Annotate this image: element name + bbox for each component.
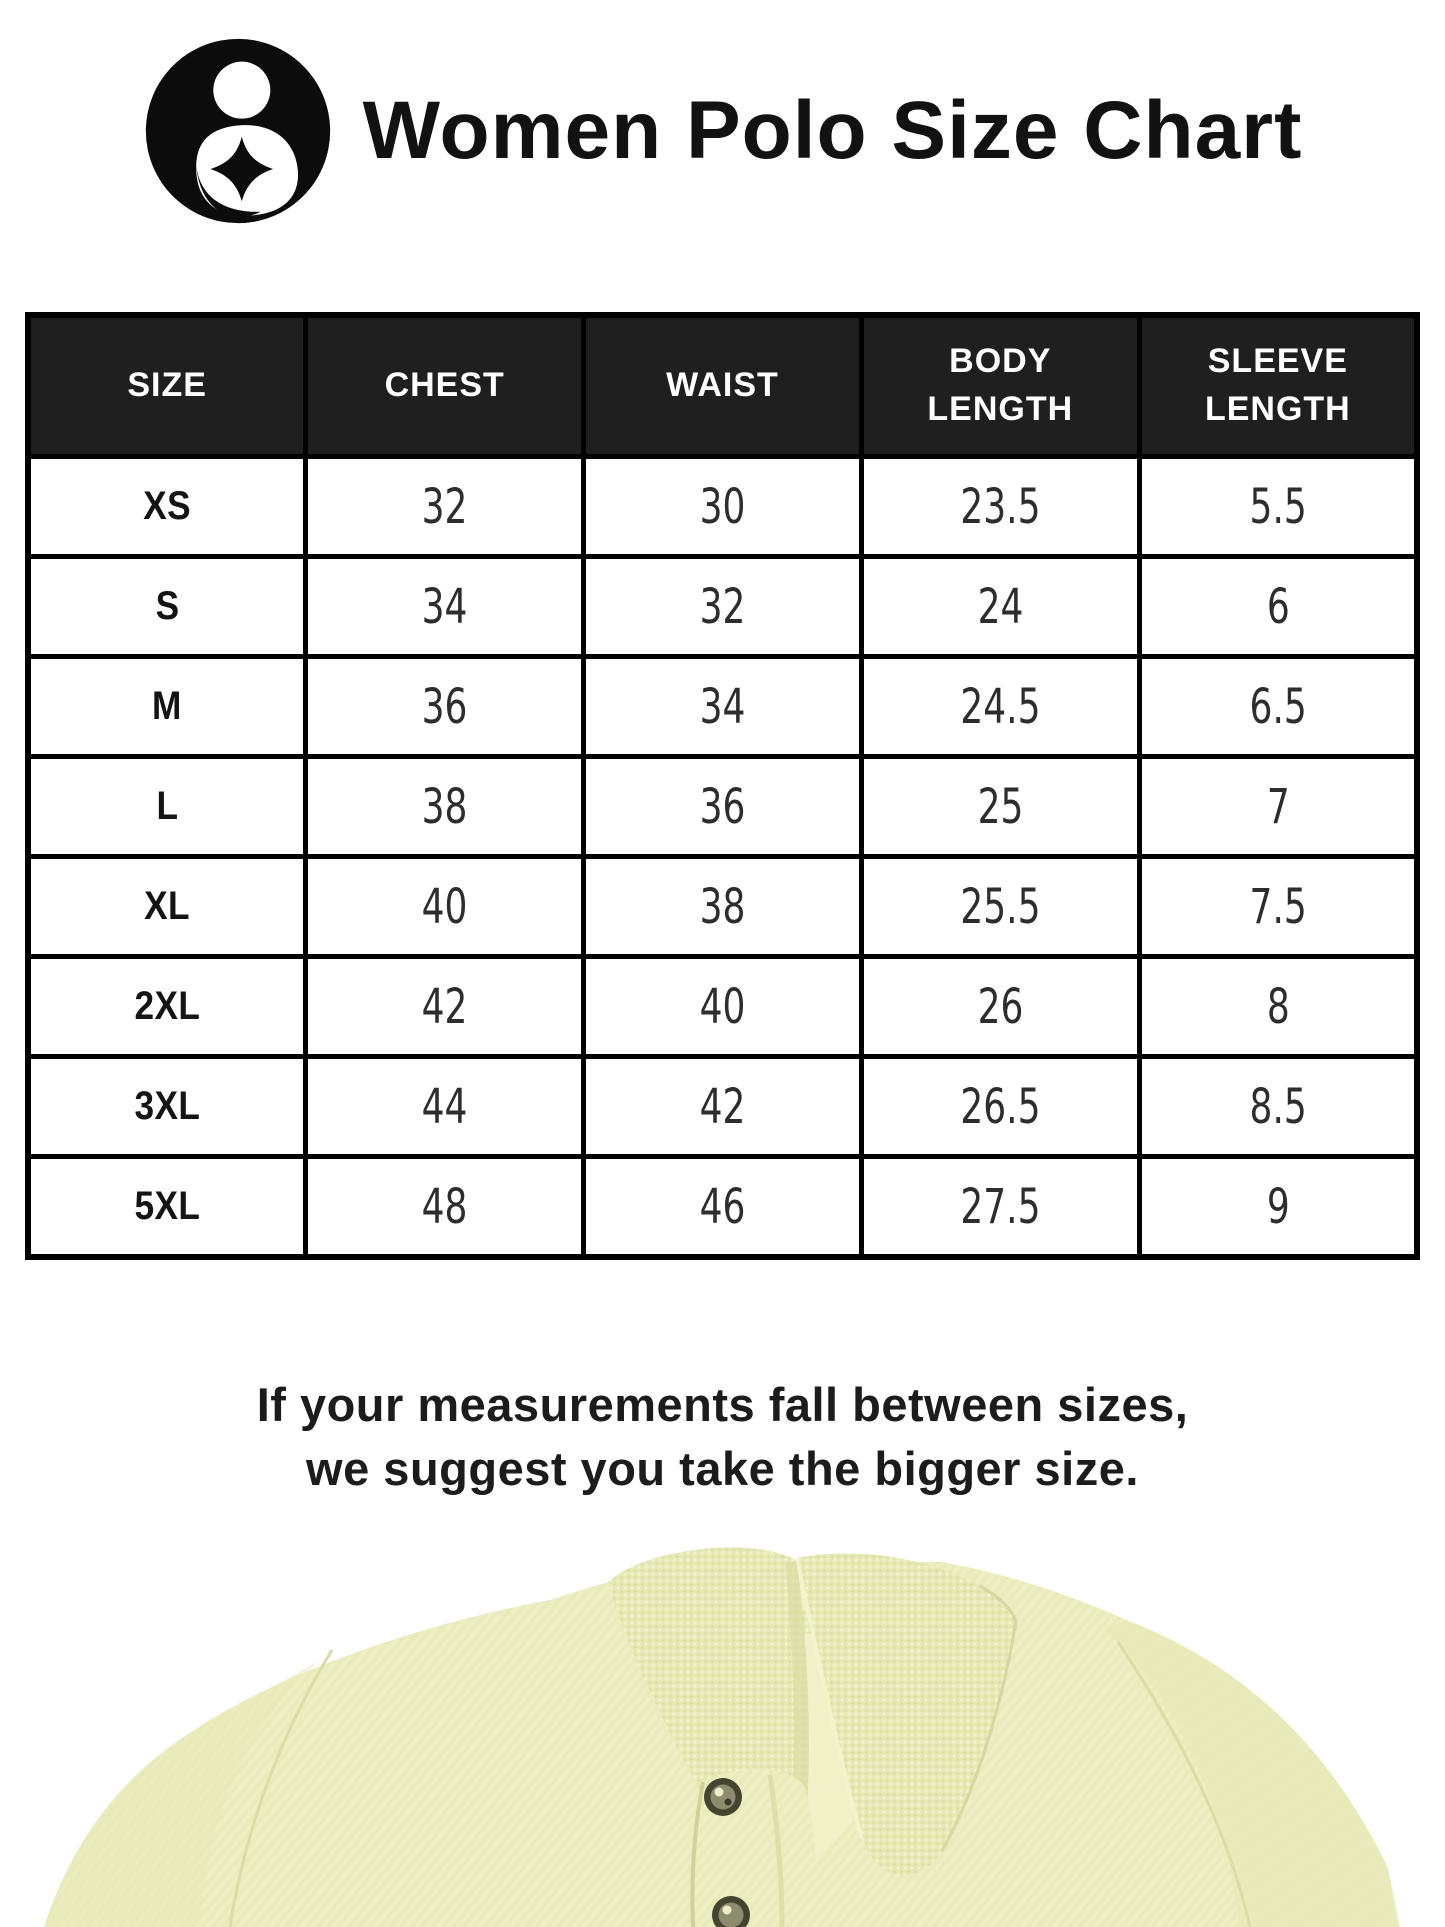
table-cell — [1139, 1057, 1417, 1157]
size-value: XL — [144, 884, 191, 928]
table-row — [28, 1157, 1417, 1258]
table-cell — [28, 757, 306, 857]
column-header-chest: CHEST — [306, 315, 584, 457]
table-cell — [1139, 757, 1417, 857]
size-value: 3XL — [134, 1084, 201, 1128]
size-chart-table — [25, 312, 1420, 1260]
table-cell — [861, 557, 1139, 657]
page-title: Women Polo Size Chart — [362, 85, 1303, 176]
table-cell — [28, 457, 306, 557]
column-header-sleeve-length: SLEEVE LENGTH — [1139, 315, 1417, 457]
body-length-value: 24 — [977, 578, 1024, 635]
table-cell — [306, 757, 584, 857]
size-value: XS — [143, 484, 192, 528]
sizing-note-line2: we suggest you take the bigger size. — [306, 1442, 1139, 1495]
chest-value: 36 — [421, 678, 468, 735]
sleeve-length-value: 9 — [1266, 1178, 1290, 1235]
table-cell — [861, 857, 1139, 957]
sizing-note — [0, 1373, 1445, 1501]
sleeve-length-value: 8 — [1266, 978, 1290, 1035]
table-row — [28, 857, 1417, 957]
waist-value: 46 — [699, 1178, 746, 1235]
body-length-value: 26.5 — [960, 1078, 1041, 1135]
size-value: L — [156, 784, 179, 828]
table-cell — [584, 557, 862, 657]
brand-logo-icon — [143, 36, 333, 226]
sleeve-length-value: 6 — [1266, 578, 1290, 635]
table-cell — [1139, 657, 1417, 757]
sleeve-length-value: 8.5 — [1249, 1078, 1307, 1135]
table-cell — [28, 1157, 306, 1258]
body-length-value: 25.5 — [960, 878, 1041, 935]
table-cell — [28, 1057, 306, 1157]
table-cell — [1139, 957, 1417, 1057]
table-cell — [861, 757, 1139, 857]
size-chart-container — [25, 312, 1420, 1260]
chest-value: 38 — [421, 778, 468, 835]
table-cell — [306, 957, 584, 1057]
sleeve-length-value: 6.5 — [1249, 678, 1307, 735]
table-cell — [306, 857, 584, 957]
table-cell — [861, 457, 1139, 557]
waist-value: 36 — [699, 778, 746, 835]
table-cell — [306, 457, 584, 557]
body-length-value: 24.5 — [960, 678, 1041, 735]
table-row — [28, 457, 1417, 557]
table-cell — [1139, 457, 1417, 557]
table-cell — [1139, 1157, 1417, 1258]
table-row — [28, 757, 1417, 857]
waist-value: 30 — [699, 478, 746, 535]
waist-value: 34 — [699, 678, 746, 735]
table-cell — [861, 657, 1139, 757]
chest-value: 32 — [421, 478, 468, 535]
sleeve-length-value: 7 — [1266, 778, 1290, 835]
table-row — [28, 1057, 1417, 1157]
table-cell — [28, 857, 306, 957]
polo-shirt-photo — [0, 1530, 1445, 1927]
table-cell — [584, 457, 862, 557]
column-header-waist: WAIST — [584, 315, 862, 457]
polo-button-icon — [704, 1778, 742, 1816]
chest-value: 40 — [421, 878, 468, 935]
chest-value: 48 — [421, 1178, 468, 1235]
table-cell — [28, 957, 306, 1057]
body-length-value: 26 — [977, 978, 1024, 1035]
size-value: S — [155, 584, 180, 628]
sleeve-length-value: 5.5 — [1249, 478, 1307, 535]
table-cell — [28, 557, 306, 657]
table-cell — [861, 957, 1139, 1057]
table-cell — [861, 1057, 1139, 1157]
column-header-body-length: BODY LENGTH — [861, 315, 1139, 457]
table-cell — [306, 1057, 584, 1157]
sizing-note-line1: If your measurements fall between sizes, — [256, 1378, 1189, 1431]
body-length-value: 27.5 — [960, 1178, 1041, 1235]
body-length-value: 23.5 — [960, 478, 1041, 535]
waist-value: 38 — [699, 878, 746, 935]
column-header-size: SIZE — [28, 315, 306, 457]
table-header-row — [28, 315, 1417, 457]
table-cell — [584, 1057, 862, 1157]
body-length-value: 25 — [977, 778, 1024, 835]
table-cell — [861, 1157, 1139, 1258]
size-value: 5XL — [134, 1184, 201, 1228]
waist-value: 40 — [699, 978, 746, 1035]
table-cell — [1139, 557, 1417, 657]
table-cell — [584, 957, 862, 1057]
table-cell — [1139, 857, 1417, 957]
chest-value: 44 — [421, 1078, 468, 1135]
waist-value: 42 — [699, 1078, 746, 1135]
brand-header — [0, 36, 1445, 226]
waist-value: 32 — [699, 578, 746, 635]
table-cell — [306, 557, 584, 657]
size-value: 2XL — [134, 984, 201, 1028]
table-cell — [584, 857, 862, 957]
size-value: M — [152, 684, 183, 728]
chest-value: 34 — [421, 578, 468, 635]
table-cell — [584, 757, 862, 857]
table-cell — [28, 657, 306, 757]
chest-value: 42 — [421, 978, 468, 1035]
table-row — [28, 657, 1417, 757]
table-cell — [306, 1157, 584, 1258]
table-row — [28, 557, 1417, 657]
table-row — [28, 957, 1417, 1057]
table-cell — [584, 657, 862, 757]
table-cell — [306, 657, 584, 757]
table-cell — [584, 1157, 862, 1258]
sleeve-length-value: 7.5 — [1249, 878, 1307, 935]
